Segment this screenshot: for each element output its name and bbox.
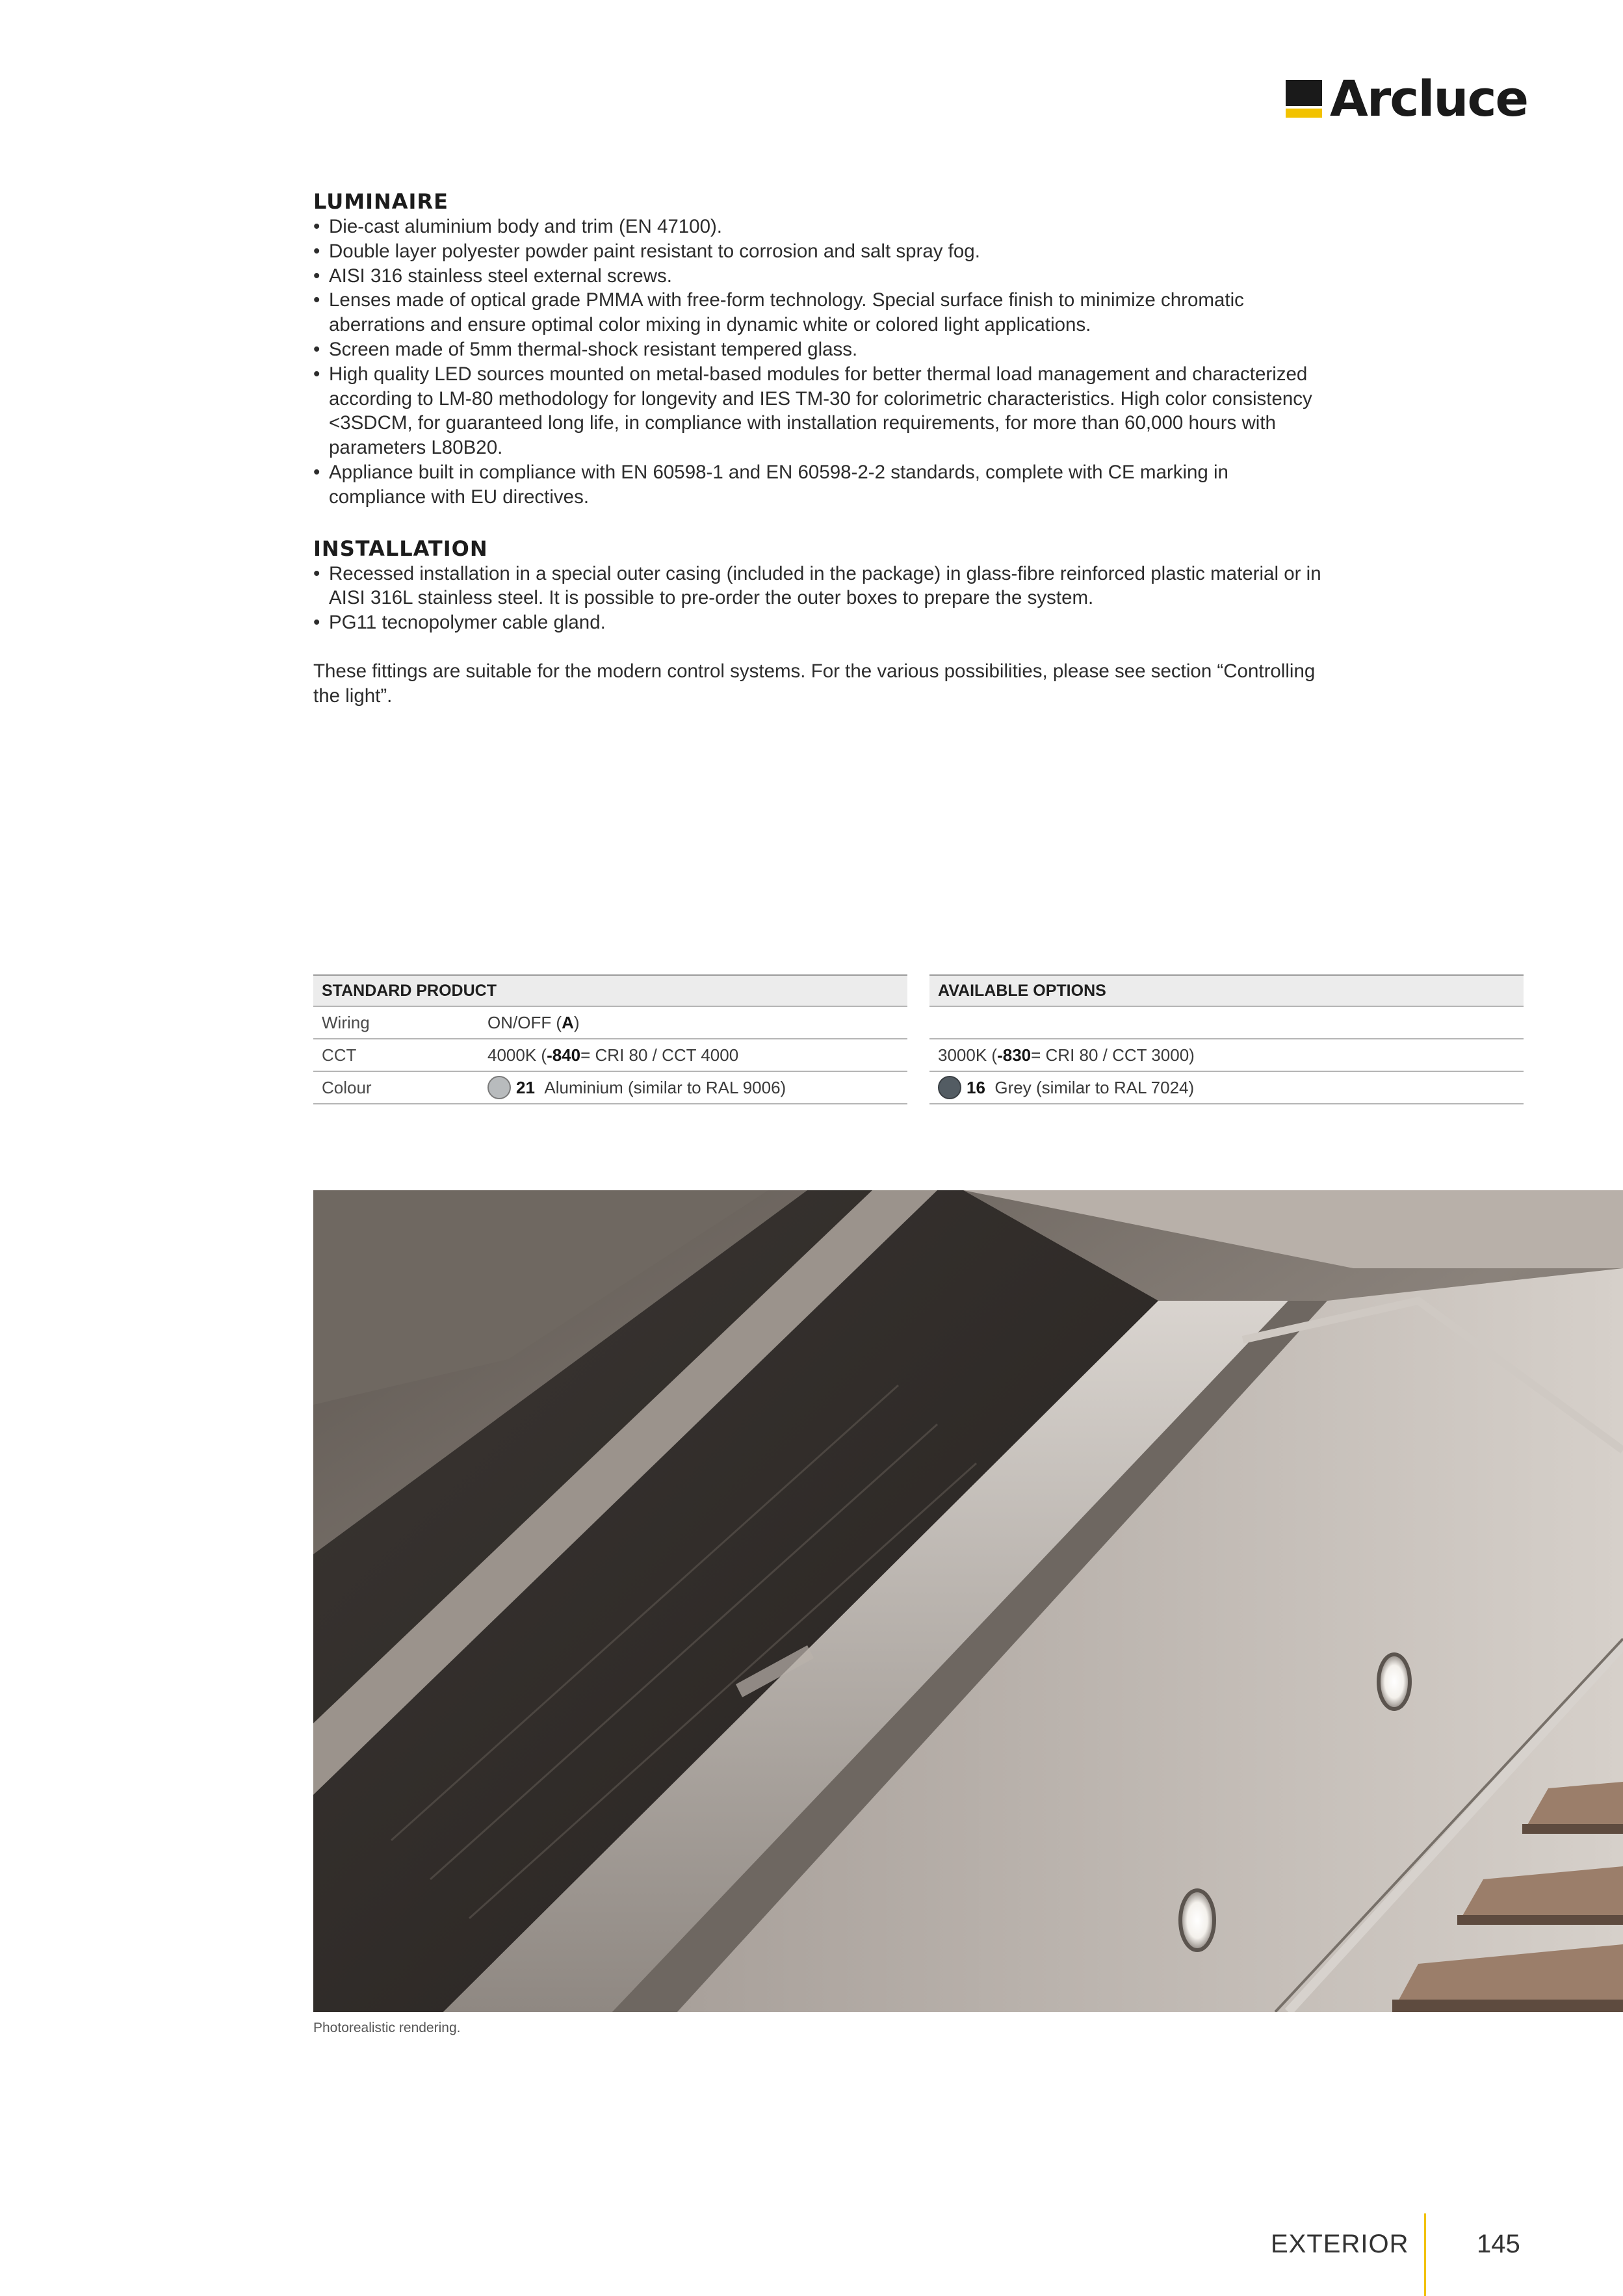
standard-product-table xyxy=(313,974,907,1104)
brand-name: Arcluce xyxy=(1330,70,1528,127)
list-item: • Die-cast aluminium body and trim (EN 47100). xyxy=(313,215,1327,239)
brand-logo xyxy=(1286,70,1528,127)
table-row-wiring xyxy=(313,1007,907,1039)
table-row-cct xyxy=(313,1039,907,1072)
footer-divider xyxy=(1424,2213,1426,2296)
list-item: • AISI 316 stainless steel external screws. xyxy=(313,264,1327,289)
luminaire-list xyxy=(313,215,1327,510)
table-row-colour xyxy=(313,1072,907,1104)
table-header: AVAILABLE OPTIONS xyxy=(929,974,1524,1007)
row-value: 4000K ( -840 = CRI 80 / CCT 4000 xyxy=(487,1045,739,1065)
table-row-cct-option xyxy=(929,1039,1524,1072)
row-label: CCT xyxy=(322,1045,357,1065)
row-value: 3000K ( -830 = CRI 80 / CCT 3000) xyxy=(938,1045,1195,1065)
photo-caption: Photorealistic rendering. xyxy=(313,2020,461,2035)
logo-mark-icon xyxy=(1286,80,1322,118)
colour-swatch-aluminium xyxy=(487,1076,511,1099)
description-text xyxy=(313,189,1327,709)
installation-list xyxy=(313,562,1327,635)
row-value: 21 Aluminium (similar to RAL 9006) xyxy=(487,1076,786,1099)
installation-title: INSTALLATION xyxy=(313,536,488,561)
table-header: STANDARD PRODUCT xyxy=(313,974,907,1007)
list-item: • Appliance built in compliance with EN 60598-1 and EN 60598-2-2 standards, complete with CE marking in compliance with EU directives. xyxy=(313,460,1327,510)
list-item: • PG11 tecnopolymer cable gland. xyxy=(313,610,1327,635)
control-systems-note: These fittings are suitable for the modern control systems. For the various possibilities, please see section “Controlling the light”. xyxy=(313,660,1316,707)
list-item: • Lenses made of optical grade PMMA with free-form technology. Special surface finish to minimize chromatic aberrations and ensure optimal color mixing in dynamic white or colored light applications. xyxy=(313,288,1327,337)
list-item: • High quality LED sources mounted on metal-based modules for better thermal load management and characterized according to LM-80 methodology for longevity and IES TM-30 for colorimetric characteristics. High color consistency <3SDCM, for guaranteed long life, in compliance with installation requirements, for more than 60,000 hours with parameters L80B20. xyxy=(313,362,1327,460)
row-label: Wiring xyxy=(322,1012,370,1032)
list-item: • Double layer polyester powder paint resistant to corrosion and salt spray fog. xyxy=(313,239,1327,264)
footer-section-label: EXTERIOR xyxy=(1271,2230,1409,2258)
colour-swatch-grey xyxy=(938,1076,961,1099)
available-options-table xyxy=(929,974,1524,1104)
product-photo xyxy=(313,1190,1623,2012)
table-row-colour-option xyxy=(929,1072,1524,1104)
page-number: 145 xyxy=(1477,2230,1520,2258)
luminaire-title: LUMINAIRE xyxy=(313,189,448,214)
row-value: 16 Grey (similar to RAL 7024) xyxy=(929,1076,1194,1099)
list-item: • Recessed installation in a special outer casing (included in the package) in glass-fibre reinforced plastic material or in AISI 316L stainless steel. It is possible to pre-order the outer boxes to prepare the system. xyxy=(313,562,1327,611)
row-label: Colour xyxy=(322,1077,372,1097)
table-row-empty xyxy=(929,1007,1524,1039)
list-item: • Screen made of 5mm thermal-shock resistant tempered glass. xyxy=(313,337,1327,362)
row-value: ON/OFF ( A ) xyxy=(487,1012,580,1032)
